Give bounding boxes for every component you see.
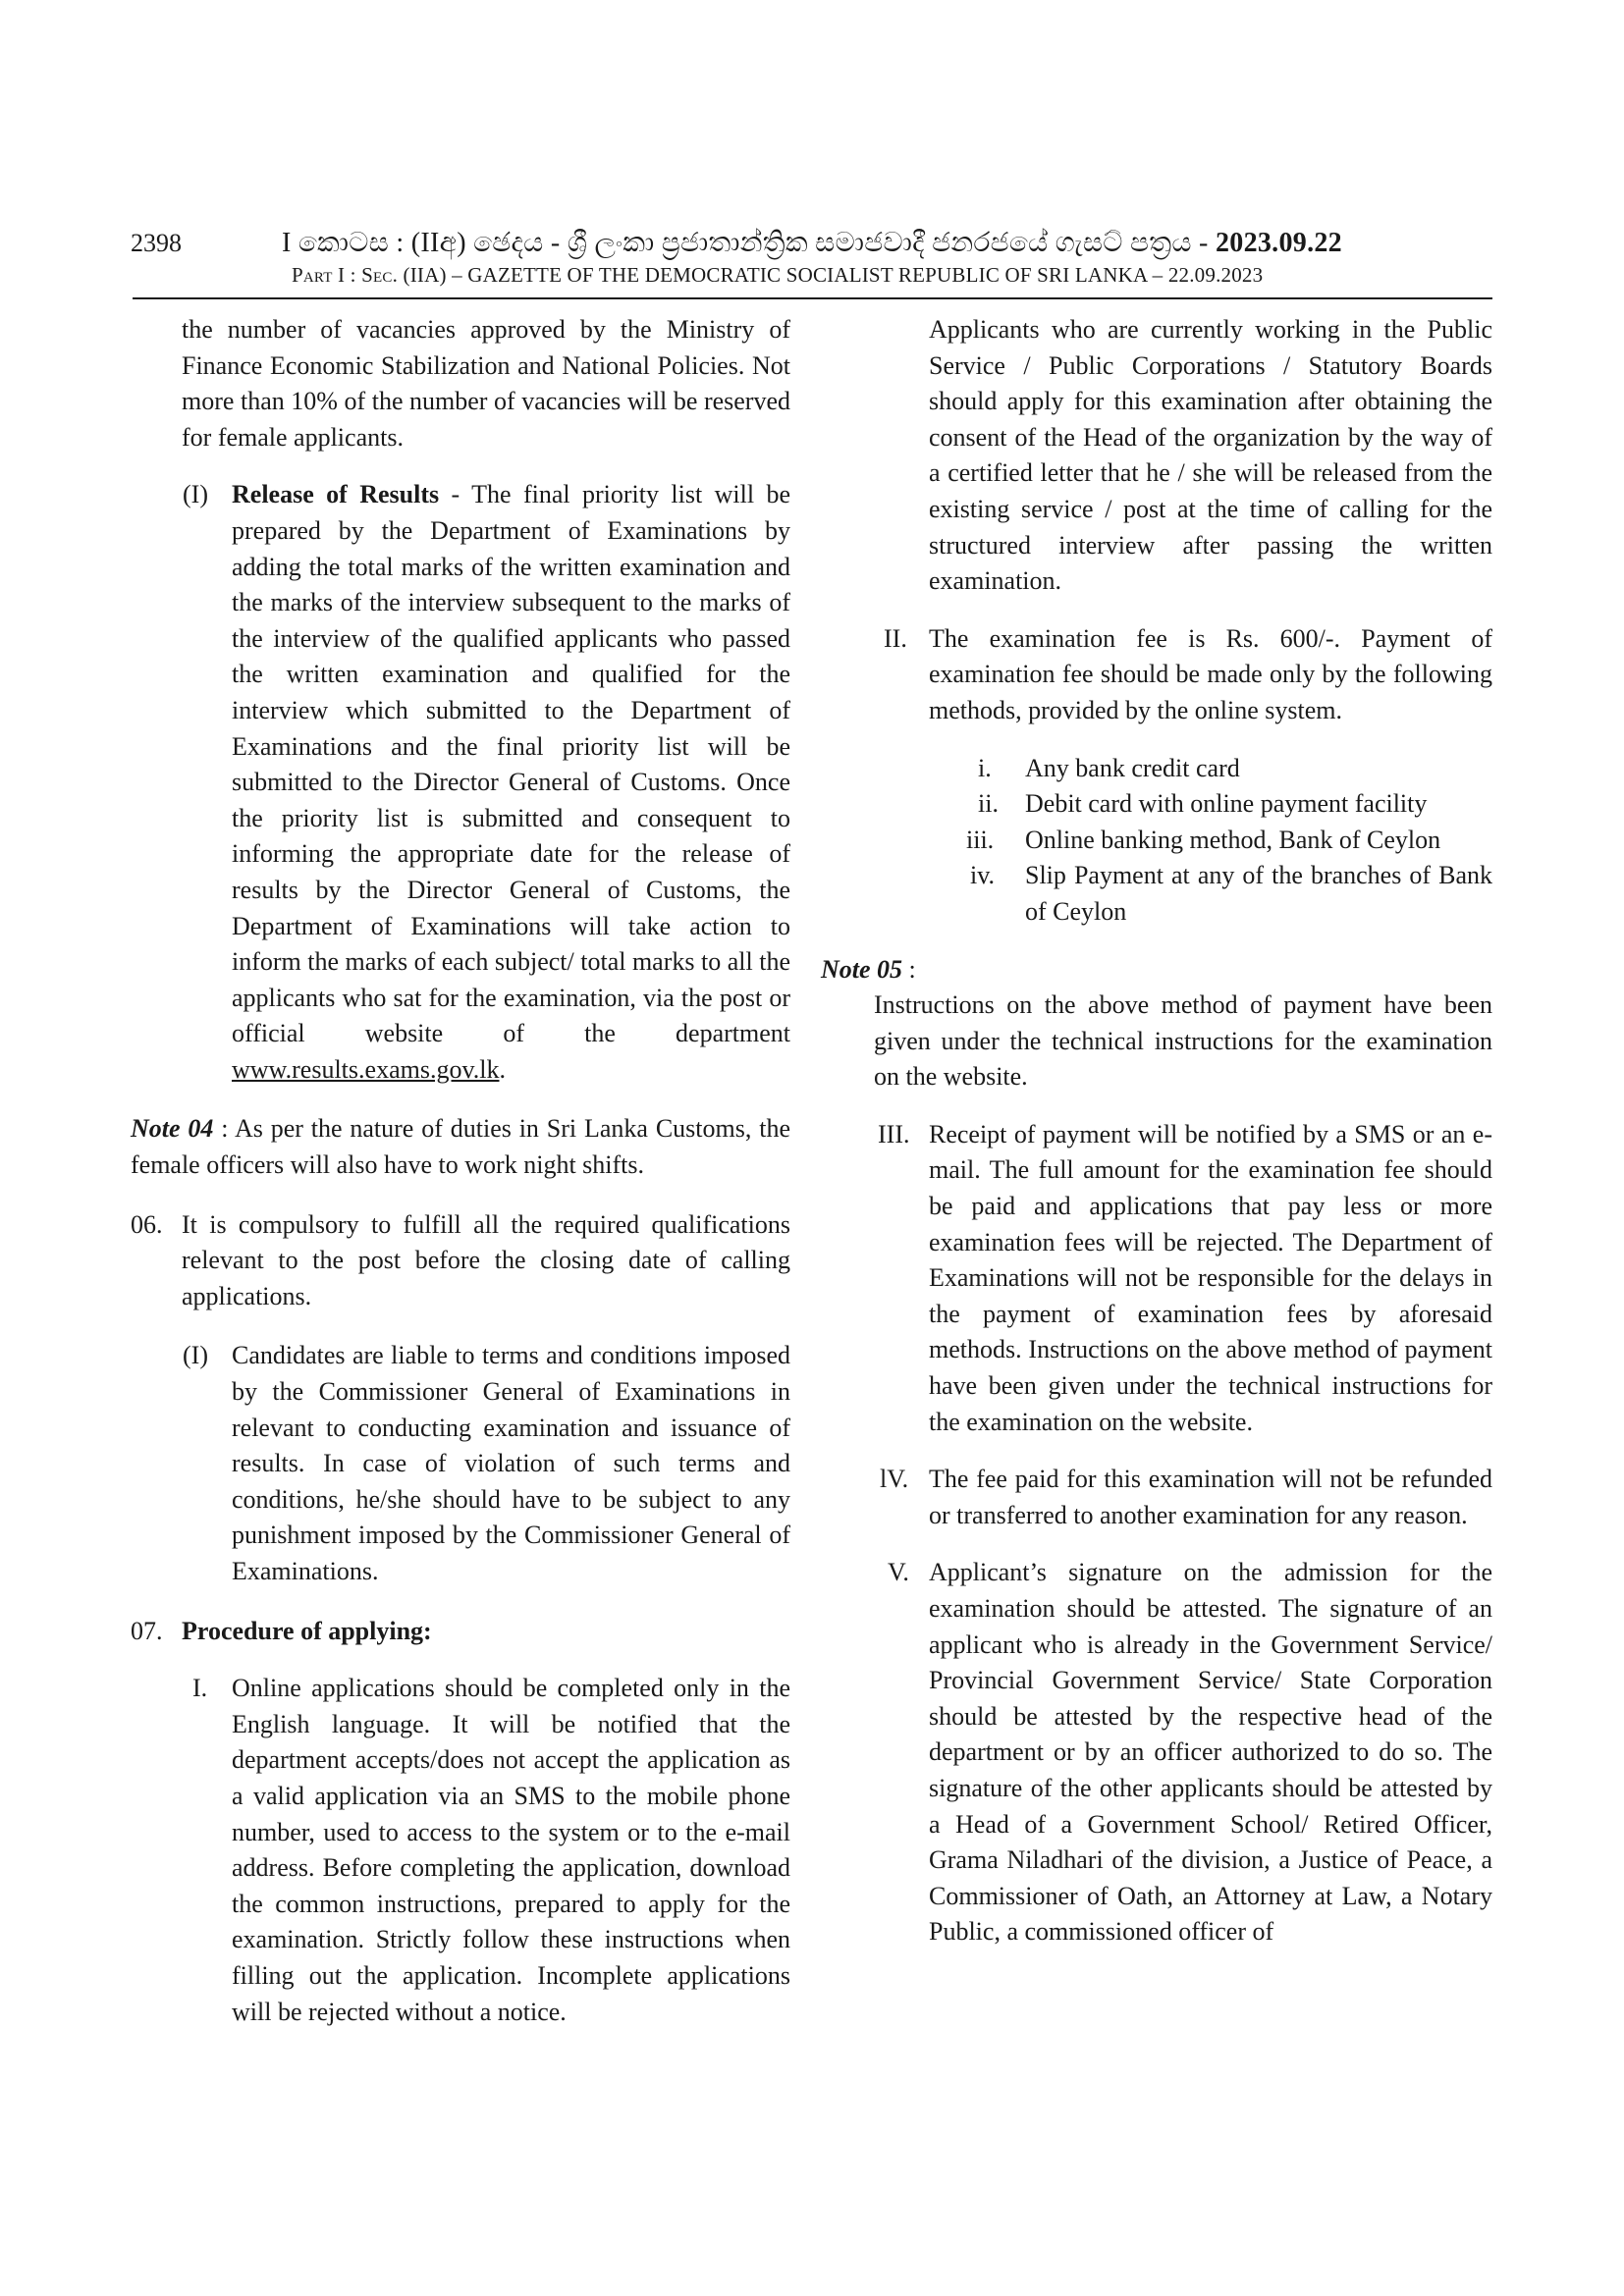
note-04-separator: : bbox=[213, 1114, 235, 1144]
item-v-text: Applicant’s signature on the admission for the examination should be attested. The signature of an applicant who is already in the Government Service/ Provincial Government Service/ State Corporation should be attested by the respective head of the department or by an officer authorized to do so. The signature of the other applicants should be attested by a Head of a Government School/ Retired Officer, Grama Niladhari of the division, a Justice of Peace, a Commissioner of Oath, an Attorney at Law, a Notary Public, a commissioned officer of bbox=[929, 1558, 1492, 1947]
note-05-text: Instructions on the above method of payment have been given under the technical instructions for the examination on the website. bbox=[874, 990, 1492, 1092]
item-v-signature bbox=[888, 1555, 1492, 1950]
note-04-label: Note 04 bbox=[131, 1114, 214, 1144]
section-06-i-marker: (I) bbox=[183, 1341, 208, 1370]
payment-method-1-marker: i. bbox=[978, 753, 992, 782]
payment-method-4 bbox=[970, 858, 1492, 930]
vacancies-continuation: the number of vacancies approved by the Ministry of Finance Economic Stabilization and National Policies. Not more than 10% of the number of vacancies will be reserved for female applicants. bbox=[182, 315, 790, 452]
item-iii-receipt bbox=[878, 1117, 1492, 1440]
item-ii-marker: II. bbox=[884, 623, 907, 653]
section-07-marker: 07. bbox=[131, 1616, 163, 1645]
item-ii-text: The examination fee is Rs. 600/-. Payment of examination fee should be made only by the following methods, provided by the online system. bbox=[929, 623, 1492, 724]
section-06-i bbox=[183, 1338, 790, 1589]
section-06 bbox=[131, 1207, 790, 1315]
section-07 bbox=[131, 1614, 790, 1650]
section-07-i-marker: I. bbox=[192, 1674, 208, 1703]
header-rule bbox=[133, 297, 1492, 299]
payment-method-4-marker: iv. bbox=[970, 861, 996, 890]
payment-method-2 bbox=[978, 786, 1492, 823]
note-05-separator: : bbox=[902, 954, 916, 984]
release-paragraph bbox=[232, 477, 790, 1088]
payment-method-2-text: Debit card with online payment facility bbox=[1025, 789, 1428, 819]
note-04-paragraph bbox=[131, 1111, 790, 1183]
section-06-text: It is compulsory to fulfill all the required qualifications relevant to the post before the closing date of calling applications. bbox=[182, 1209, 790, 1310]
payment-method-4-text: Slip Payment at any of the branches of Bank of Ceylon bbox=[1025, 861, 1492, 926]
section-07-i-text: Online applications should be completed only in the English language. It will be notified that the department accepts/does not accept the application as a valid application via an SMS to the mobile phone number, used to access to the system or to the e-mail address. Before completing the application, download the common instructions, prepared to apply for the examination. Strictly follow these instructions when filling out the application. Incomplete applications will be rejected without a notice. bbox=[232, 1674, 790, 2026]
note-04-text: As per the nature of duties in Sri Lanka Customs, the female officers will also have to work night shifts. bbox=[131, 1114, 790, 1180]
note-05 bbox=[821, 952, 1492, 1095]
page-number: 2398 bbox=[131, 229, 182, 257]
release-marker: (I) bbox=[183, 480, 208, 509]
payment-method-3 bbox=[966, 823, 1492, 859]
sinhala-title: I කොටස : (IIඅ) ඡෙදය - ශ්‍රී ලංකා ප්‍රජාතාන්ත්‍රික සමාජවාදී ජනරජයේ ගැසට් පත්‍රය - bbox=[282, 228, 1216, 258]
sinhala-header-date: 2023.09.22 bbox=[1215, 228, 1342, 258]
note-05-heading bbox=[821, 952, 1492, 988]
payment-method-1-text: Any bank credit card bbox=[1025, 753, 1240, 782]
item-iii-marker: III. bbox=[878, 1119, 910, 1148]
english-header: Part I : Sec. (IIA) – GAZETTE OF THE DEMOCRATIC SOCIALIST REPUBLIC OF SRI LANKA – 22.09.2023 bbox=[292, 263, 1264, 287]
section-07-title: Procedure of applying: bbox=[182, 1616, 432, 1645]
section-06-marker: 06. bbox=[131, 1209, 163, 1239]
item-v-marker: V. bbox=[888, 1558, 909, 1587]
item-ii-fee bbox=[884, 621, 1492, 729]
sinhala-header bbox=[282, 228, 1342, 259]
payment-method-3-text: Online banking method, Bank of Ceylon bbox=[1025, 825, 1441, 854]
item-iv-refund bbox=[880, 1462, 1492, 1533]
release-text: - The final priority list will be prepared by the Department of Examinations by adding the total marks of the written examination and the marks of the interview subsequent to the marks of the interview of the qualified applicants who passed the written examination and qualified for the interview which submitted to the Department of Examinations and the final priority list will be submitted to the Director General of Customs. Once the priority list is submitted and consequent to informing the appropriate date for the release of results by the Director General of Customs, the Department of Examinations will take action to inform the marks of each subject/ total marks to all the applicants who sat for the examination, via the post or official website of the department bbox=[232, 480, 790, 1048]
payment-method-1 bbox=[978, 751, 1492, 787]
note-05-label: Note 05 bbox=[821, 954, 903, 984]
payment-method-3-marker: iii. bbox=[966, 825, 995, 854]
payment-method-2-marker: ii. bbox=[978, 789, 999, 819]
right-column bbox=[821, 312, 1492, 1950]
release-of-results bbox=[183, 477, 790, 1088]
release-end: . bbox=[499, 1054, 506, 1084]
section-06-i-text: Candidates are liable to terms and conditions imposed by the Commissioner General of Examinations in relevant to conducting examination and issuance of results. In case of violation of such terms and conditions, he/she should have to be subject to any punishment imposed by the Commissioner General of Examinations. bbox=[232, 1341, 790, 1585]
release-title: Release of Results bbox=[232, 480, 440, 509]
note-04 bbox=[131, 1111, 790, 1183]
section-07-i bbox=[192, 1671, 790, 2030]
public-service-continuation: Applicants who are currently working in the Public Service / Public Corporations / Statutory Boards should apply for this examination after obtaining the consent of the Head of the organization by the way of a certified letter that he / she will be released from the existing service / post at the time of calling for the structured interview after passing the written examination. bbox=[929, 315, 1492, 596]
payment-methods-list bbox=[966, 751, 1492, 931]
left-column bbox=[131, 312, 790, 2030]
item-iv-marker: lV. bbox=[880, 1465, 909, 1494]
results-website-link[interactable]: www.results.exams.gov.lk bbox=[232, 1054, 500, 1084]
item-iii-text: Receipt of payment will be notified by a SMS or an e-mail. The full amount for the examination fee should be paid and applications that pay less or more examination fees will be rejected. The Department of Examinations will not be responsible for the delays in the payment of examination fees by aforesaid methods. Instructions on the above method of payment have been given under the technical instructions for the examination on the website. bbox=[929, 1119, 1492, 1436]
item-iv-text: The fee paid for this examination will not be refunded or transferred to another examination for any reason. bbox=[929, 1465, 1492, 1529]
